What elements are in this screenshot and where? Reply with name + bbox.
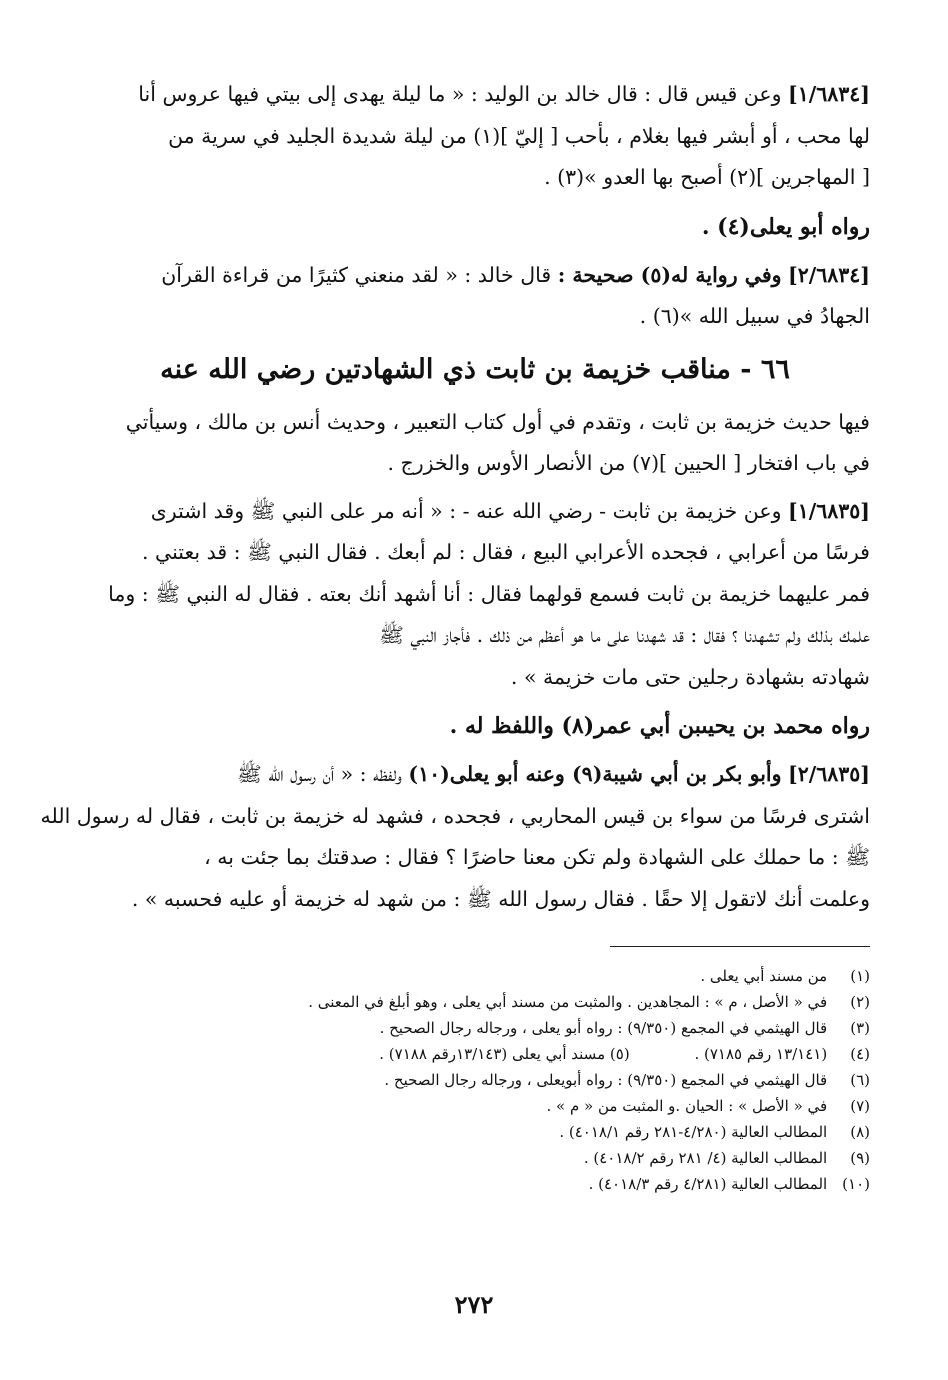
footnote xyxy=(80,1171,870,1197)
hadith-6834-1 xyxy=(80,74,870,199)
text-line: الجهادُ في سبيل الله »(٦) . xyxy=(639,304,870,328)
hadith-6834-2 xyxy=(80,255,870,338)
footnote-text: المطالب العالية (٤/٢٨١ رقم ٤٠١٨/٣) . xyxy=(588,1175,828,1193)
footnote-text: (١٣/١٤١ رقم ٧١٨٥) . xyxy=(694,1045,828,1063)
narration-note: رواه محمد بن يحيىبن أبي عمر(٨) واللفظ له . xyxy=(449,713,870,739)
footnote-text: مسند أبي يعلى (١٣/١٤٣رقم ٧١٨٨) . xyxy=(379,1045,606,1063)
footnote xyxy=(80,989,870,1015)
footnote xyxy=(80,1119,870,1145)
hadith-text: وعن خزيمة بن ثابت - رضي الله عنه - : « أنه مر على النبي ﷺ وقد اشترى xyxy=(150,498,782,523)
footnote xyxy=(80,1067,870,1093)
hadith-text: قال خالد : « لقد منعني كثيرًا من قراءة القرآن xyxy=(161,262,552,287)
hadith-number: [١/٦٨٣٤] xyxy=(788,82,870,106)
hadith-6835-1 xyxy=(80,491,870,699)
narration-lead: وفي رواية له(٥) صحيحة : xyxy=(557,262,782,287)
text-line: لها محب ، أو أبشر فيها بغلام ، بأحب [ إليّ ](١) من ليلة شديدة الجليد في سرية من xyxy=(168,123,870,148)
text-line: اشترى فرسًا من سواء بن قيس المحاربي ، فجحده ، فشهد له خزيمة بن ثابت ، فقال له رسول الله xyxy=(40,803,870,828)
footnote-text: في « الأصل ، م » : المجاهدين . والمثبت من مسند أبي يعلى ، وهو أبلغ في المعنى . xyxy=(308,993,828,1011)
text-line xyxy=(80,74,870,116)
footnote-text: المطالب العالية (٤/٢٨٠-٢٨١ رقم ٤٠١٨/١) . xyxy=(559,1123,828,1141)
hadith-text: وعن قيس قال : قال خالد بن الوليد : « ما ليلة يهدى إلى بيتي فيها عروس أنا xyxy=(138,82,782,106)
narration-note: رواه أبو يعلى(٤) . xyxy=(701,213,870,240)
text-line: فرسًا من أعرابي ، فجحده الأعرابي البيع ، فقال : لم أبعك . فقال النبي ﷺ : قد بعتني . xyxy=(141,540,870,564)
footnote xyxy=(80,1015,870,1041)
footnote-text: في « الأصل » : الحيان .و المثبت من « م » . xyxy=(546,1097,828,1115)
footnote-number: (٢) xyxy=(850,993,870,1011)
footnote-number: (٤) xyxy=(850,1045,870,1063)
page-number: ٢٧٢ xyxy=(454,1290,494,1319)
text-line: في باب افتخار [ الحيين ](٧) من الأنصار الأوس والخزرج . xyxy=(387,451,870,475)
footnote-number: (٣) xyxy=(850,1019,870,1037)
text-line xyxy=(80,491,870,533)
text-line: ﷺ : ما حملك على الشهادة ولم تكن معنا حاضرًا ؟ فقال : صدقتك بما جئت به ، xyxy=(204,845,870,869)
footnote xyxy=(80,1041,870,1067)
hadith-number: [٢/٦٨٣٥] xyxy=(788,762,870,786)
footnote-text: قال الهيثمي في المجمع (٩/٣٥٠) : رواه أبو يعلى ، ورجاله رجال الصحيح . xyxy=(379,1019,828,1037)
footnote-number: (٥) xyxy=(609,1045,630,1063)
text-line: [ المهاجرين ](٢) أصبح بها العدو »(٣) . xyxy=(544,165,870,189)
footnote-text: قال الهيثمي في المجمع (٩/٣٥٠) : رواه أبويعلى ، ورجاله رجال الصحيح . xyxy=(384,1071,828,1089)
text-line: فمر عليهما خزيمة بن ثابت فسمع قولهما فقال : أنا أشهد أنك بعته . فقال له النبي ﷺ : وما xyxy=(108,581,870,606)
narration-lead: وأبو بكر بن أبي شيبة(٩) وعنه أبو يعلى(١٠) xyxy=(408,762,782,786)
footnote-number: (٨) xyxy=(850,1123,870,1141)
footnote-text: من مسند أبي يعلى . xyxy=(700,967,828,985)
hadith-text: ولفظه : « أن رسول الله ﷺ xyxy=(237,762,402,786)
footnote-number: (٩) xyxy=(850,1149,870,1167)
footnote xyxy=(80,1093,870,1119)
text-line: فيها حديث خزيمة بن ثابت ، وتقدم في أول كتاب التعبير ، وحديث أنس بن مالك ، وسيأتي xyxy=(125,409,870,434)
footnote-number: (١) xyxy=(850,967,870,985)
footnote xyxy=(80,1145,870,1171)
text-line: علمك بذلك ولم تشهدنا ؟ فقال : قد شهدنا على ما هو أعظم من ذلك . فأجاز النبي ﷺ xyxy=(379,623,870,647)
footnotes xyxy=(80,963,870,1197)
hadith-number: [١/٦٨٣٥] xyxy=(788,498,870,523)
section-intro xyxy=(80,402,870,485)
footnote-divider xyxy=(610,946,870,947)
hadith-number: [٢/٦٨٣٤] xyxy=(788,262,870,287)
section-heading: ٦٦ - مناقب خزيمة بن ثابت ذي الشهادتين رضي الله عنه xyxy=(160,353,790,385)
text-line xyxy=(80,754,870,796)
footnote-text: المطالب العالية (٤/ ٢٨١ رقم ٤٠١٨/٢) . xyxy=(583,1149,828,1167)
hadith-6835-2 xyxy=(40,754,870,920)
footnote xyxy=(80,963,870,989)
footnote-number: (٧) xyxy=(850,1097,870,1115)
text-line: شهادته بشهادة رجلين حتى مات خزيمة » . xyxy=(510,664,870,689)
text-line: وعلمت أنك لاتقول إلا حقًا . فقال رسول الله ﷺ : من شهد له خزيمة أو عليه فحسبه » . xyxy=(131,886,870,911)
footnote-number: (١٠) xyxy=(842,1175,870,1193)
footnote-number: (٦) xyxy=(850,1071,870,1089)
text-line xyxy=(80,255,870,297)
